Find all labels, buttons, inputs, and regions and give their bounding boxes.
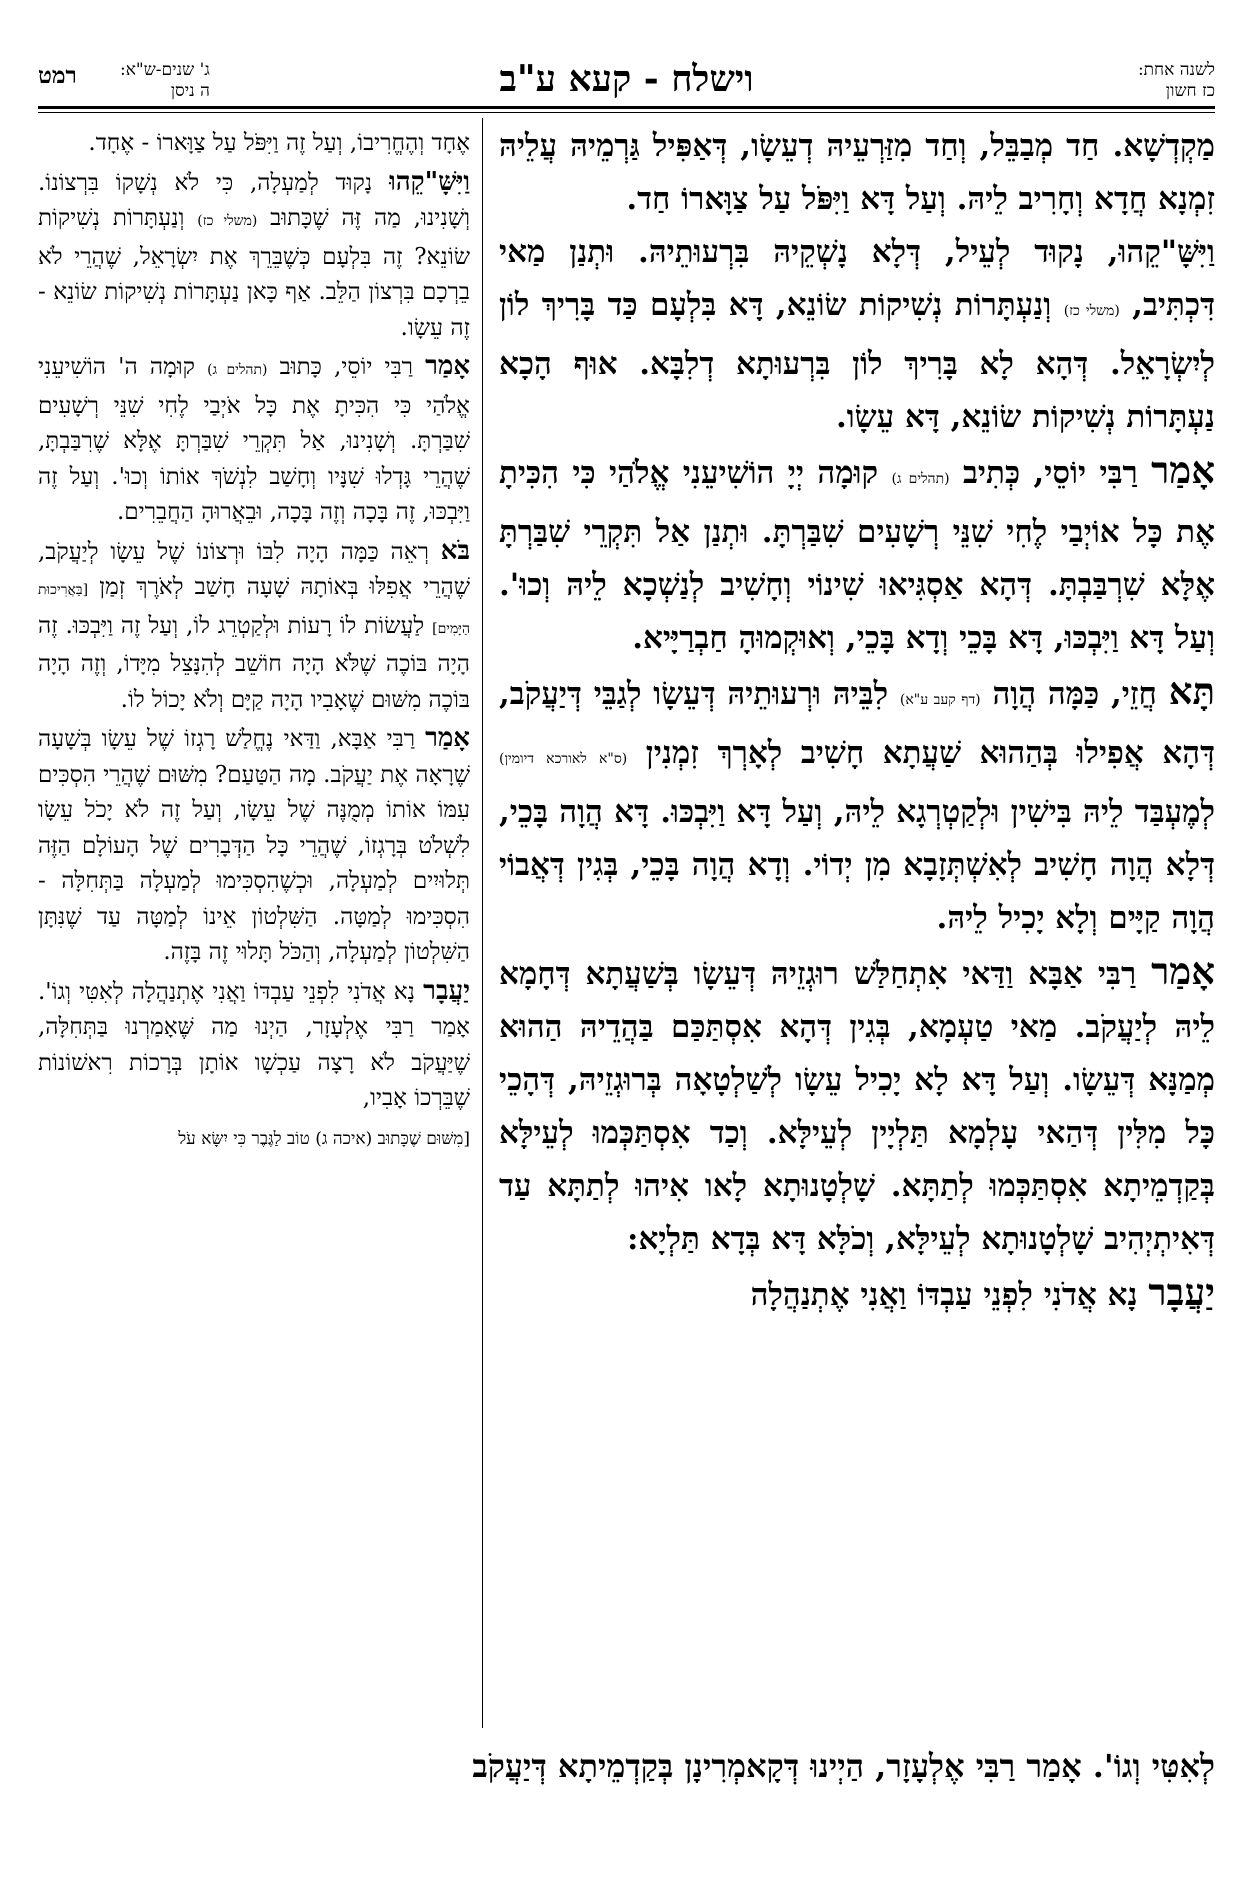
main-p3-text-b: קוּמָה יְיָ הוֹשִׁיעֵנִי אֱלֹהַי כִּי הִכִּיתָ אֶת כָּל אוֹיְבַי לֶחִי שִׁנֵּי רְשָׁעִים שִׁבַּרְתָּ. וּתְנַן אַל תִּקְרֵי שִׁבַּרְתָּ אֶלָּא שִׁרְבַּבְתָּ. דְּהָא אַסְגִּיאוּ שִׁינוֹי וְחָשִׁיב לְנַשְׁכָא לֵיהּ וְכוּ'. וְעַל דָּא וַיִּבְכּוּ, דָּא בָּכֵי וְדָא בָּכֵי, וְאוּקְמוּהָ חַבְרַיָּיא. — [499, 455, 1215, 656]
main-p4-variant-reference: (ס"א לאורכא דיומין) — [499, 751, 628, 767]
header-rule-thin — [38, 112, 1215, 113]
main-paragraph-5 — [499, 945, 1215, 1266]
main-paragraph-6 — [499, 1266, 1215, 1322]
main-paragraph-4 — [499, 665, 1215, 945]
main-p6-text: נָא אֲדֹנִי לִפְנֵי עַבְדּוֹ וַאֲנִי אֶתְנַהֲלָה — [750, 1277, 1138, 1313]
translation-paragraph-2 — [38, 165, 470, 347]
translation-c6-text: נָא אֲדֹנִי לִפְנֵי עַבְדּוֹ וַאֲנִי אֶתְנַהֲלָה לְאִטִּי וְגוֹ'. אָמַר רַבִּי אֶלְעָזָר, הַיְנוּ מַה שֶּׁאָמַרְנוּ בַּתְּחִלָּה, שֶׁיַּעֲקֹב לֹא רָצָה עַכְשָׁו אוֹתָן בְּרָכוֹת רִאשׁוֹנוֹת שֶׁבֵּרְכוֹ אָבִיו, — [38, 978, 470, 1111]
translation-paragraph-7 — [38, 1120, 470, 1158]
main-p2-text-a: וַיִּשָּׁ"קֵהוּ, נָקוּד לְעֵיל, דְּלָא נָשְׁקֵיהּ בִּרְעוּתֵיהּ. וּתְנַן מַאי דִּכְתִּיב, — [499, 234, 1215, 323]
translation-c4-reference: [בַּאֲרִיכוּת הַיָּמִים] — [38, 582, 470, 637]
page-title: וישלח - קעא ע"ב — [499, 58, 754, 100]
main-p3-lead-word: אָמַר — [1151, 448, 1215, 492]
main-p4-text-c: לְמֶעְבַּד לֵיהּ בִּישִׁין וּלְקַטְרְגָא לֵיהּ, וְעַל דָּא וַיִּבְכּוּ. דָּא הֲוָה בָּכֵי, דְּלָא הֲוָה חָשִׁיב לְאִשְׁתְּזָבָא מִן יְדוֹי. וְדָא הֲוָה בָּכֵי, בְּגִין דְּאֲבוֹי הֲוָה קַיָּים וְלָא יָכִיל לֵיהּ. — [499, 794, 1215, 936]
column-divider — [482, 118, 483, 1728]
translation-c3-lead-word: אָמַר — [425, 351, 470, 381]
main-p4-text-b: לִבֵּיהּ וּרְעוּתֵיהּ דְּעֵשָׂו לְגַבֵּי דְּיַעֲקֹב, דְּהָא אֲפִילוּ בְּהַהוּא שַׁעֲתָא חָשִׁיב לְאָרְךְ זִמְנִין — [499, 676, 1215, 771]
main-p5-lead-word: אָמַר — [1151, 949, 1215, 993]
bottom-continuation-line: לְאִטִּי וְגוֹ'. אָמַר רַבִּי אֶלְעָזָר, הַיְינוּ דְּקָאמְרִינָן בְּקַדְמֵיתָא דְּיַעֲקֹב — [472, 1747, 1215, 1785]
header-rule-thick — [38, 106, 1215, 109]
translation-c3-text-b: קוּמָה ה' הוֹשִׁיעֵנִי אֱלֹהַי כִּי הִכִּיתָ אֶת כָּל אֹיְבַי לֶחִי שִׁנֵּי רְשָׁעִים שִׁבַּרְתָּ. וְשָׁנִינוּ, אַל תִּקְרֵי שִׁבַּרְתָּ אֶלָּא שֶׁרִבַּבְתָּ, שֶׁהֲרֵי גָּדְלוּ שִׁנָּיו וְחָשַׁב לִנְשֹׁךְ אוֹתוֹ וְכוּ'. וְעַל זֶה וַיִּבְכּוּ, זֶה בָּכָה וְזֶה בָּכָה, וּבֵאֲרוּהָ הַחֲבֵרִים. — [38, 354, 470, 525]
main-p6-lead-word: יַעֲבָר — [1148, 1270, 1215, 1314]
main-p5-text: רַבִּי אַבָּא וַדַּאי אִתְחַלַּשׁ רוּגְזֵיהּ דְּעֵשָׂו בְּשַׁעֲתָא דְּחָמָא לֵיהּ לְיַעֲקֹב. מַאי טַעְמָא, בְּגִין דְּהָא אִסְתַּכַּם בַּהֲדֵיהּ הַהוּא מְמַנָּא דְּעֵשָׂו. וְעַל דָּא לָא יָכִיל עֵשָׂו לְשַׁלְטָאָה בְּרוּגְזֵיהּ, דְּהָכֵי כָּל מִלִּין דְּהַאי עָלְמָא תַּלְיָין לְעֵילָּא. וְכַד אִסְתַּכְּמוּ לְעֵילָּא בְּקַדְמֵיתָא אִסְתַּכְּמוּ לְתַתָּא. שָׁלְטָנוּתָא לָאו אִיהוּ לְתַתָּא עַד דְּאִיתְיְהִיב שָׁלְטָנוּתָא לְעֵילָּא, וְכֹלָּא דָּא בְּדָא תַּלְיָא: — [499, 956, 1215, 1257]
page-header — [38, 58, 1215, 100]
page-number: רמט — [38, 62, 77, 89]
translation-c3-reference: (תהלים ג) — [207, 362, 268, 378]
translation-c4-lead-word: בֹּא — [440, 535, 470, 566]
translation-c5-lead-word: אָמַר — [425, 723, 470, 753]
translation-column — [38, 126, 470, 1756]
main-p2-reference: (משלי כז) — [1063, 303, 1120, 319]
translation-c4-text-b: לַעֲשׂוֹת לוֹ רָעוֹת וּלְקַטְרֵג לוֹ, וְעַל זֶה וַיִּבְכּוּ. זֶה הָיָה בּוֹכֶה שֶׁלֹּא הָיָה חוֹשֵׁב לְהִנָּצֵל מִיָּדוֹ, וְזֶה הָיָה בּוֹכֶה מִשּׁוּם שֶׁאָבִיו הָיָה קַיָּם וְלֹא יָכוֹל לוֹ. — [38, 612, 470, 713]
main-p3-text-a: רַבִּי יוֹסֵי, כְּתִיב — [962, 455, 1138, 491]
translation-paragraph-5 — [38, 721, 470, 971]
translation-c7-text: [מִשּׁוּם שֶׁכָּתוּב (איכה ג) טוֹב לַגֶּבֶר כִּי יִשָּׂא עֹל — [178, 1128, 470, 1149]
translation-c4-text-a: רְאֵה כַּמָּה הָיָה לִבּוֹ וּרְצוֹנוֹ שֶׁל עֵשָׂו לְיַעֲקֹב, שֶׁהֲרֵי אֲפִלּוּ בְּאוֹתָהּ שָׁעָה חָשַׁב לְאֹרֶךְ זְמַן — [38, 538, 470, 600]
main-p2-text-b: וְנַעְתָּרוֹת נְשִׁיקוֹת שׂוֹנֵא, דָּא בִּלְעָם כַּד בָּרִיךְ לוֹן לְיִשְׂרָאֵל. דְּהָא לָא בָּרִיךְ לוֹן בִּרְעוּתָא דְלִבָּא. אוּף הָכָא נַעְתָּרוֹת נְשִׁיקוֹת שׂוֹנֵא, דָּא עֵשָׂו. — [499, 287, 1215, 435]
translation-c5-text: רַבִּי אַבָּא, וַדַּאי נֶחֱלַשׁ רָגְזוֹ שֶׁל עֵשָׂו בְּשָׁעָה שֶׁרָאָה אֶת יַעֲקֹב. מָה הַטַּעַם? מִשּׁוּם שֶׁהֲרֵי הִסְכִּים עִמּוֹ אוֹתוֹ מְמֻנֶּה שֶׁל עֵשָׂו, וְעַל זֶה לֹא יָכֹל עֵשָׂו לִשְׁלֹט בְּרָגְזוֹ, שֶׁהֲרֵי כָּל הַדְּבָרִים שֶׁל הָעוֹלָם הַזֶּה תְּלוּיִים לְמַעְלָה, וּכְשֶׁהִסְכִּימוּ לְמַעְלָה בַּתְּחִלָּה - הִסְכִּימוּ לְמַטָּה. הַשִּׁלְטוֹן אֵינוֹ לְמַטָּה עַד שֶׁנִּתָּן הַשִּׁלְטוֹן לְמַעְלָה, וְהַכֹּל תָּלוּי זֶה בָּזֶה. — [38, 726, 470, 965]
main-p3-reference: (תהלים ג) — [891, 471, 950, 487]
translation-paragraph-3 — [38, 349, 470, 531]
main-paragraph-2 — [499, 226, 1215, 444]
header-three-year-date: ה ניסן — [170, 81, 210, 101]
main-p1-text: מַקְדְשָׁא. חַד מְבַבֵּל, וְחַד מִזַּרְעֵיהּ דְעֵשָׂו, דְּאַפִּיל גַּרְמֵיהּ עֲלֵיהּ זִמְנָא חֲדָא וְחָרִיב לֵיהּ. וְעַל דָּא וַיִּפֹּל עַל צַוָּארוֹ חַד. — [499, 128, 1215, 217]
main-p4-text-a: חֲזֵי, כַּמָּה הֲוָה — [992, 676, 1157, 712]
main-paragraph-3 — [499, 444, 1215, 665]
main-text-column — [499, 120, 1215, 1730]
translation-c6-lead-word: יַעֲבָר — [423, 975, 470, 1006]
translation-c2-text-b: וְנַעְתָּרוֹת נְשִׁיקוֹת שׂוֹנֵא? זֶה בִּלְעָם כְּשֶׁבֵּרֵךְ אֶת יִשְׂרָאֵל, שֶׁהֲרֵי לֹא בֵרְכָם בִּרְצוֹן הַלֵּב. אַף כָּאן נַעְתָּרוֹת נְשִׁיקוֹת שׂוֹנֵא - זֶה עֵשָׂו. — [38, 205, 470, 341]
translation-paragraph-6 — [38, 974, 470, 1117]
main-paragraph-1 — [499, 120, 1215, 226]
translation-c2-lead-word: וַיִּשָּׁ"קֵהוּ — [389, 166, 470, 197]
translation-c3-text-a: רַבִּי יוֹסֵי, כָּתוּב — [279, 354, 413, 380]
header-one-year-date: כז חשון — [1165, 81, 1215, 101]
translation-c1-text: אֶחָד וְהֶחֱרִיבוֹ, וְעַל זֶה וַיִּפֹּל עַל צַוָּארוֹ - אֶחָד. — [88, 130, 470, 156]
translation-paragraph-1 — [38, 126, 470, 162]
translation-c2-text-a: נָקוּד לְמַעְלָה, כִּי לֹא נְשָׁקוֹ בִּרְצוֹנוֹ. וְשָׁנִינוּ, מַה זֶּה שֶׁכָּתוּב — [38, 169, 470, 231]
main-p4-page-reference: (דף קעב ע"א) — [899, 692, 981, 708]
main-p4-lead-word: תָּא — [1168, 669, 1215, 713]
header-one-year-label: לשנה אחת: — [1137, 60, 1215, 80]
header-study-schedule-left — [120, 60, 210, 102]
translation-c2-reference: (משלי כז) — [197, 213, 258, 229]
header-three-year-label: ג' שנים-ש"א: — [120, 60, 210, 80]
translation-paragraph-4 — [38, 534, 470, 719]
